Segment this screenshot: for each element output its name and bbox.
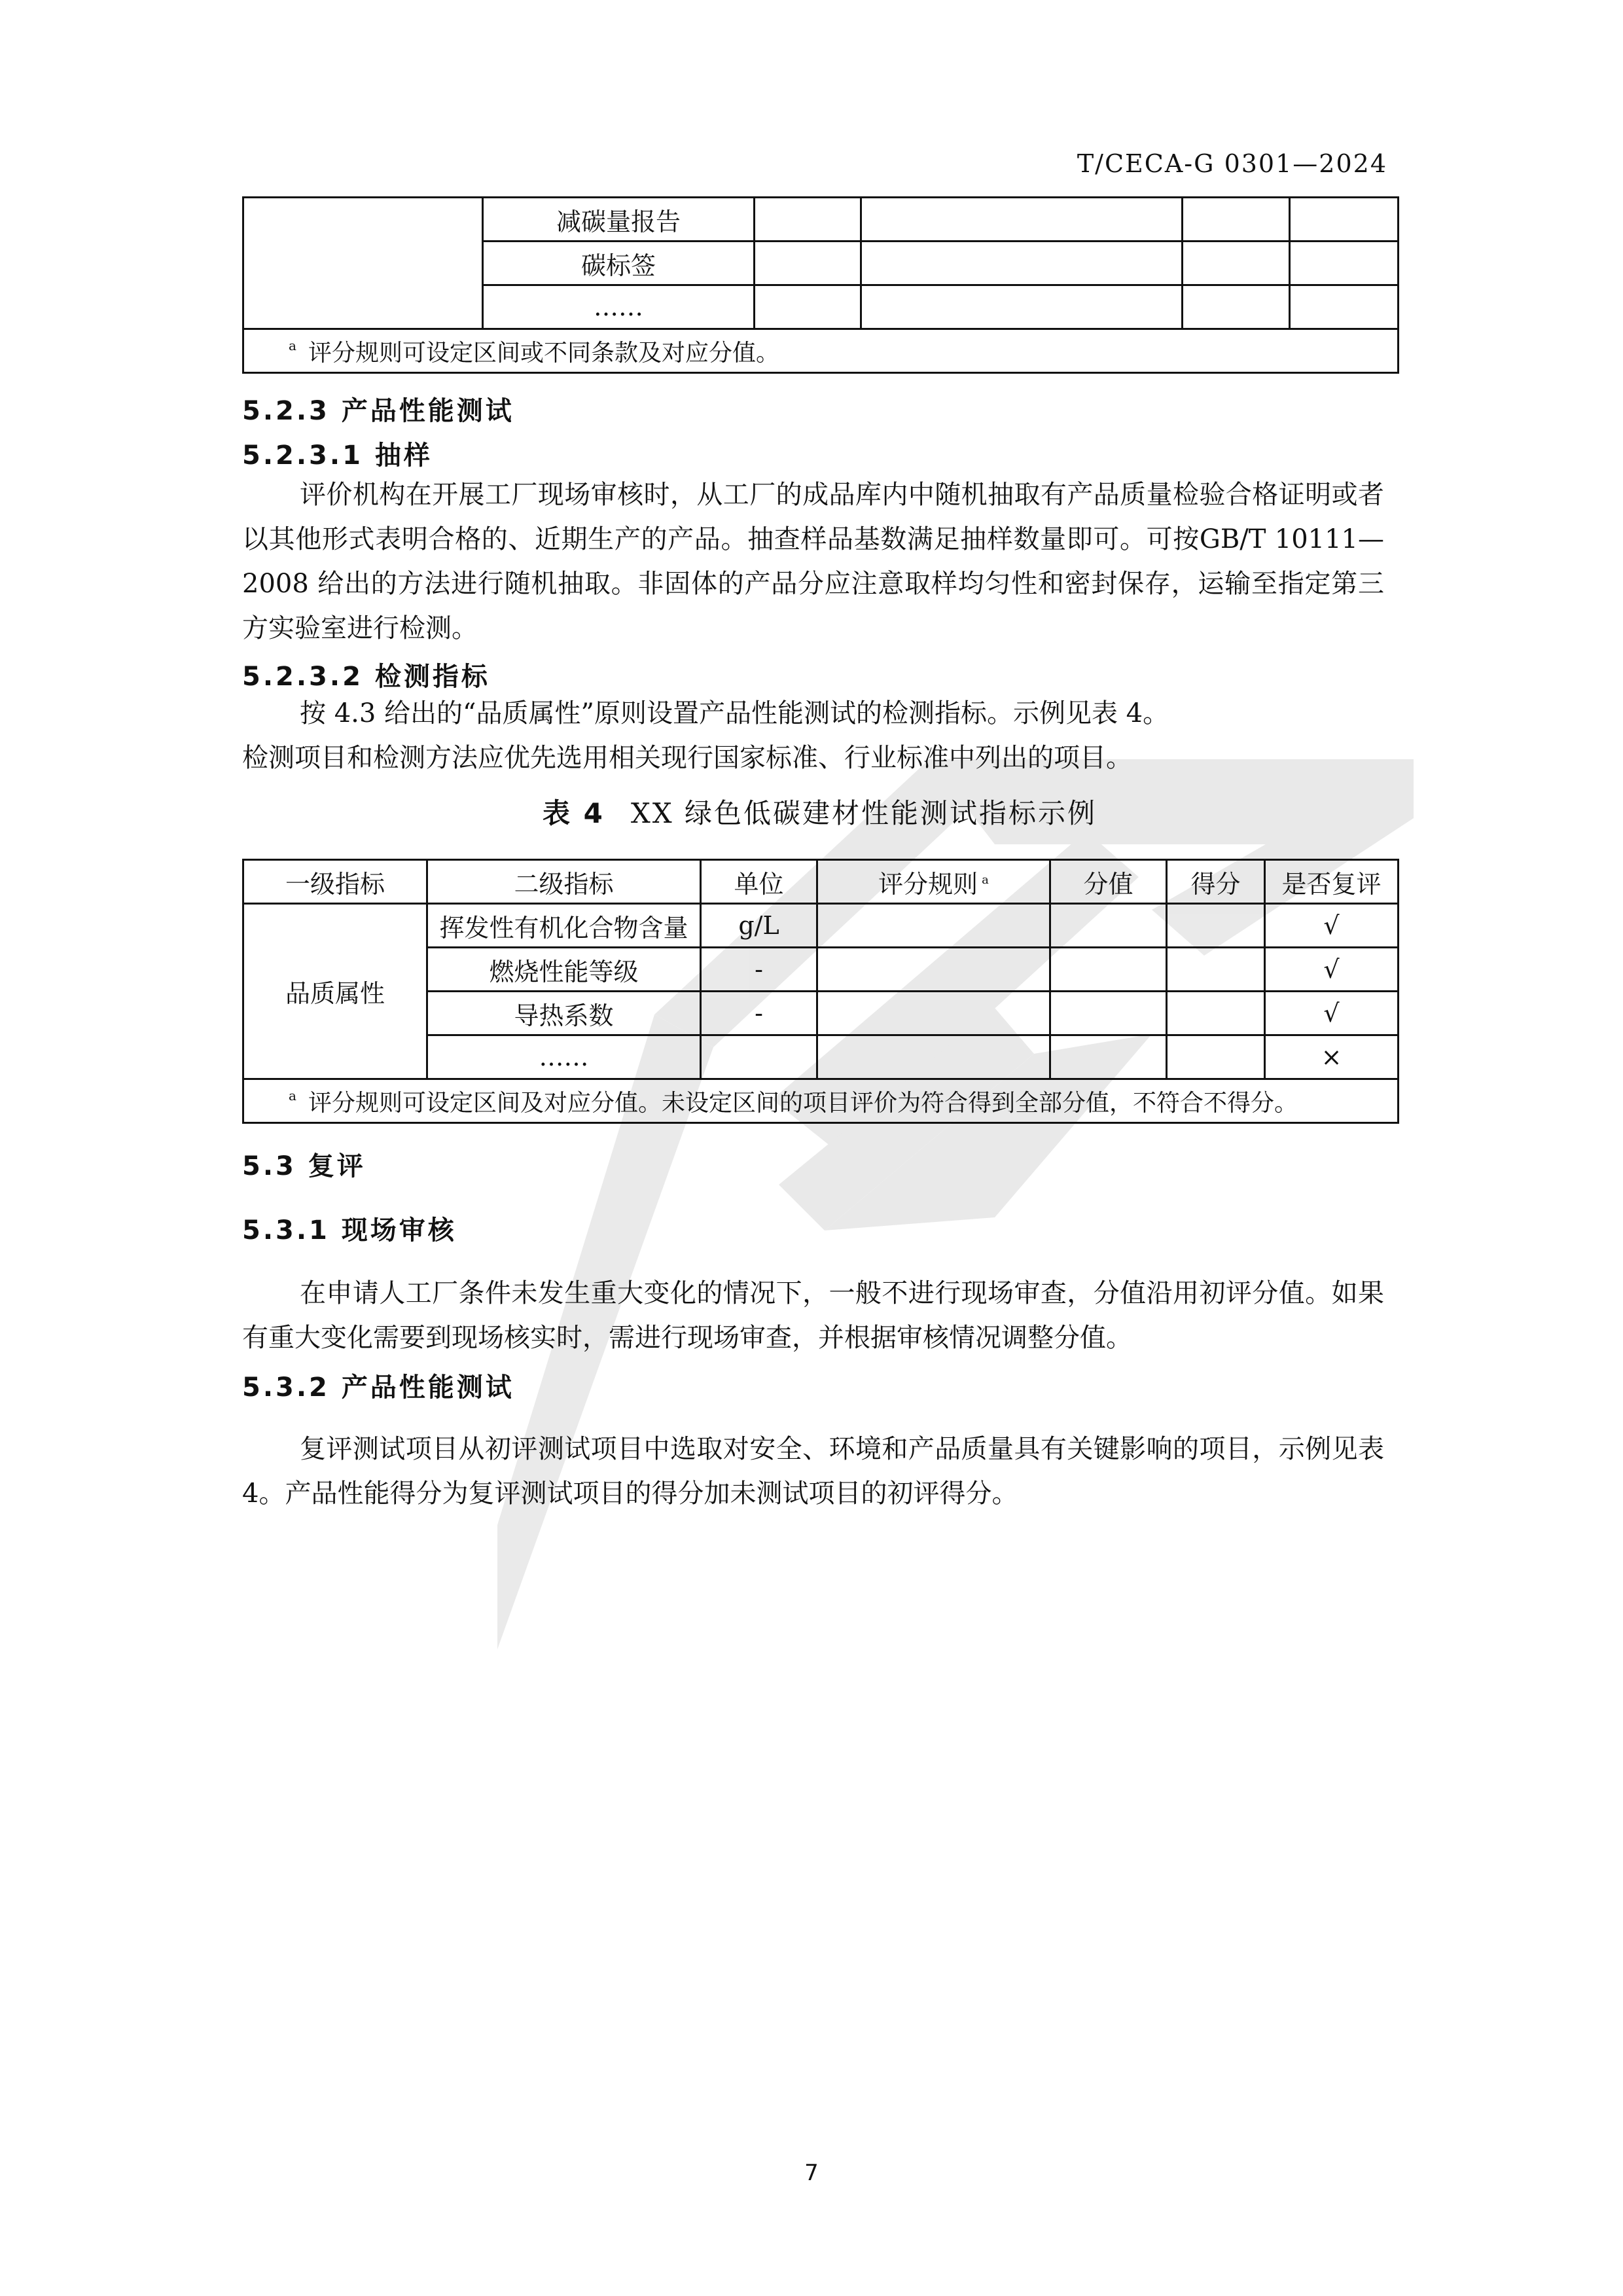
paragraph-index-1: 按 4.3 给出的“品质属性”原则设置产品性能测试的检测指标。示例见表 4。	[300, 698, 1169, 728]
table-cell: 碳标签	[483, 242, 755, 285]
table-cell: g/L	[701, 904, 817, 948]
table-cell-review: ×	[1265, 1035, 1399, 1079]
table-continued	[242, 196, 1399, 374]
table-header: 单位	[701, 860, 817, 904]
table-cell-empty	[755, 198, 861, 242]
table-cell-empty	[1290, 242, 1399, 285]
table-header-text: 评分规则	[878, 869, 978, 899]
table-cell: 挥发性有机化合物含量	[427, 904, 701, 948]
table-cell-empty	[1167, 904, 1265, 948]
table-cell	[701, 1035, 817, 1079]
table-note-text: 评分规则可设定区间或不同条款及对应分值。	[308, 339, 779, 367]
table-cell: 导热系数	[427, 992, 701, 1035]
table-cell-empty	[1183, 242, 1290, 285]
table-cell-empty	[1167, 948, 1265, 992]
section-heading-5-2-3: 5.2.3 产品性能测试	[242, 396, 514, 426]
table-header: 是否复评	[1265, 860, 1399, 904]
section-heading-5-2-3-1: 5.2.3.1 抽样	[242, 440, 433, 471]
table-cell-empty	[1050, 992, 1167, 1035]
paragraph-audit: 在申请人工厂条件未发生重大变化的情况下，一般不进行现场审查，分值沿用初评分值。如果有重大变化需要到现场核实时，需进行现场审查，并根据审核情况调整分值。	[242, 1278, 1384, 1353]
table-cell-empty	[1290, 198, 1399, 242]
table-cell: ……	[483, 285, 755, 329]
table-cell-review: √	[1265, 992, 1399, 1035]
table-header: 二级指标	[427, 860, 701, 904]
table-cell-empty	[1183, 285, 1290, 329]
table-cell-empty	[1050, 948, 1167, 992]
table-caption-title: XX 绿色低碳建材性能测试指标示例	[630, 797, 1097, 829]
table-cell: 燃烧性能等级	[427, 948, 701, 992]
page-number: 7	[804, 2160, 819, 2186]
table-cell-review: √	[1265, 948, 1399, 992]
footnote-mark: a	[289, 1087, 296, 1103]
table-cell-empty	[1183, 198, 1290, 242]
section-heading-5-3: 5.3 复评	[242, 1151, 366, 1181]
table-cell: -	[701, 992, 817, 1035]
table-header: 分值	[1050, 860, 1167, 904]
table-row	[243, 904, 1399, 948]
table-note-text: 评分规则可设定区间及对应分值。未设定区间的项目评价为符合得到全部分值，不符合不得分。	[308, 1089, 1298, 1117]
table-header: 得分	[1167, 860, 1265, 904]
table-cell-empty	[755, 285, 861, 329]
table-cell-empty	[1167, 992, 1265, 1035]
paragraph-index-2: 检测项目和检测方法应优先选用相关现行国家标准、行业标准中列出的项目。	[242, 743, 1132, 773]
table-note-row	[243, 329, 1399, 373]
table-cell-review: √	[1265, 904, 1399, 948]
table-note-row	[243, 1079, 1399, 1123]
table-header-scoring	[817, 860, 1050, 904]
section-heading-5-2-3-2: 5.2.3.2 检测指标	[242, 662, 490, 692]
paragraph-retest: 复评测试项目从初评测试项目中选取对安全、环境和产品质量具有关键影响的项目，示例见表 4。产品性能得分为复评测试项目的得分加未测试项目的初评得分。	[242, 1434, 1384, 1509]
table-caption	[242, 792, 1397, 831]
table-cell-empty	[861, 242, 1183, 285]
table-cell-empty	[817, 1035, 1050, 1079]
table-header-row	[243, 860, 1399, 904]
table-cell-empty	[1050, 904, 1167, 948]
table-cell: -	[701, 948, 817, 992]
table-cell-empty	[817, 992, 1050, 1035]
table-cell-empty	[817, 904, 1050, 948]
table-caption-number: 表 4	[542, 797, 605, 829]
table-cell-empty	[861, 198, 1183, 242]
table-cell: 减碳量报告	[483, 198, 755, 242]
table-cell-empty	[861, 285, 1183, 329]
table-cell-group: 品质属性	[243, 904, 427, 1079]
table-cell-empty	[1050, 1035, 1167, 1079]
document-code: T/CECA-G 0301—2024	[1077, 149, 1387, 178]
section-heading-5-3-2: 5.3.2 产品性能测试	[242, 1372, 514, 1403]
table-4	[242, 859, 1399, 1124]
table-header: 一级指标	[243, 860, 427, 904]
section-heading-5-3-1: 5.3.1 现场审核	[242, 1215, 457, 1246]
table-cell-empty	[243, 198, 483, 329]
table-cell-empty	[1290, 285, 1399, 329]
footnote-mark: a	[289, 337, 296, 353]
table-row	[243, 198, 1399, 242]
footnote-mark: a	[982, 872, 989, 887]
table-cell: ……	[427, 1035, 701, 1079]
table-note	[243, 329, 1399, 373]
table-cell-empty	[817, 948, 1050, 992]
table-cell-empty	[755, 242, 861, 285]
table-note	[243, 1079, 1399, 1123]
paragraph-sampling: 评价机构在开展工厂现场审核时，从工厂的成品库内中随机抽取有产品质量检验合格证明或者以其他形式表明合格的、近期生产的产品。抽查样品基数满足抽样数量即可。可按GB/T 10111—2008 给出的方法进行随机抽取。非固体的产品分应注意取样均匀性和密封保存，运输至指定第三方实验室进行检测。	[242, 480, 1384, 643]
table-cell-empty	[1167, 1035, 1265, 1079]
